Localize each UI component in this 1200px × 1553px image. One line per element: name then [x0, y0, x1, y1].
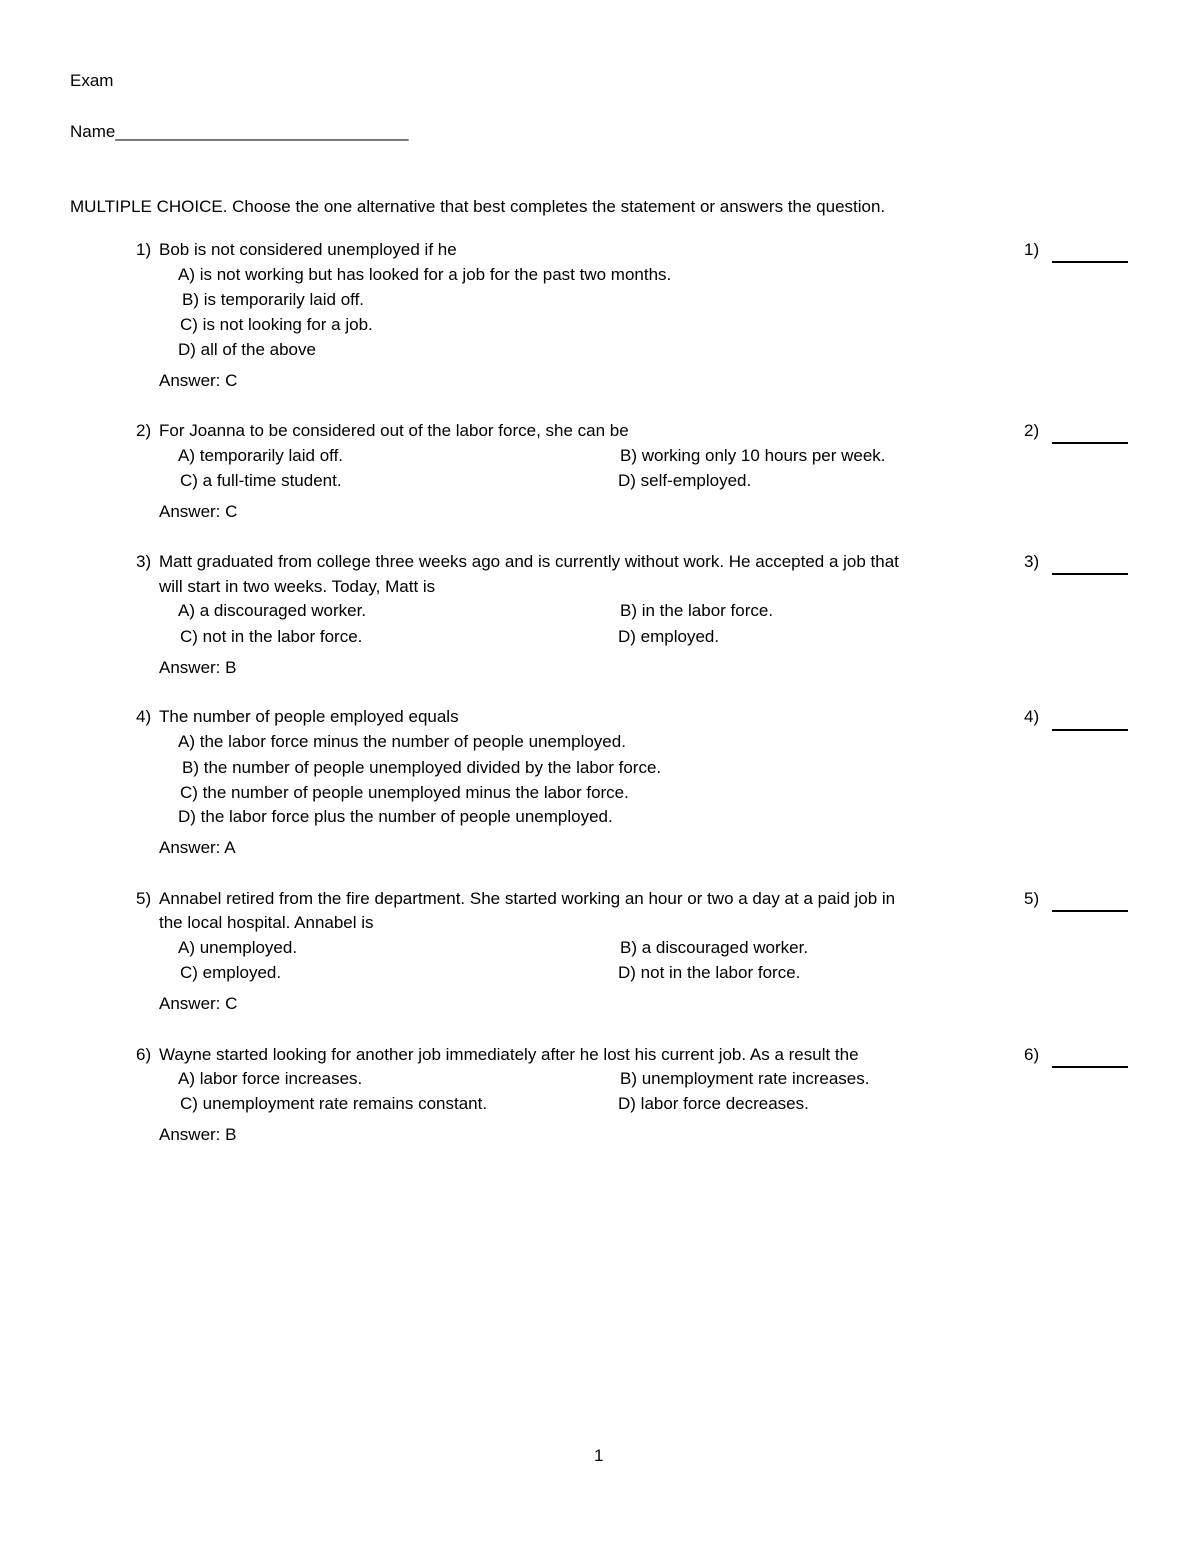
- option-b: B) in the labor force.: [620, 601, 774, 620]
- name-blank: _______________________________: [115, 122, 409, 141]
- question-number: 2): [136, 421, 152, 440]
- answer-key: Answer: C: [159, 502, 238, 521]
- option-d: D) all of the above: [178, 340, 316, 359]
- answer-number: 3): [1024, 552, 1040, 571]
- option-d: D) not in the labor force.: [618, 963, 801, 982]
- answer-key: Answer: C: [159, 371, 238, 390]
- answer-blank[interactable]: [1052, 261, 1128, 263]
- question-stem: Wayne started looking for another job immediately after he lost his current job. As a result the: [159, 1045, 859, 1064]
- question-number: 4): [136, 707, 152, 726]
- question-stem: Bob is not considered unemployed if he: [159, 240, 457, 259]
- option-c: C) not in the labor force.: [180, 627, 363, 646]
- option-a: A) unemployed.: [178, 938, 298, 957]
- option-d: D) labor force decreases.: [618, 1094, 809, 1113]
- answer-blank[interactable]: [1052, 442, 1128, 444]
- name-label: Name: [70, 122, 116, 141]
- question-stem-cont: the local hospital. Annabel is: [159, 913, 374, 932]
- option-b: B) working only 10 hours per week.: [620, 446, 886, 465]
- question-number: 6): [136, 1045, 152, 1064]
- option-b: B) the number of people unemployed divided by the labor force.: [182, 758, 662, 777]
- option-c: C) is not looking for a job.: [180, 315, 373, 334]
- option-b: B) is temporarily laid off.: [182, 290, 365, 309]
- answer-number: 1): [1024, 240, 1040, 259]
- answer-number: 4): [1024, 707, 1040, 726]
- question-stem-cont: will start in two weeks. Today, Matt is: [159, 577, 436, 596]
- option-c: C) employed.: [180, 963, 282, 982]
- option-b: B) unemployment rate increases.: [620, 1069, 870, 1088]
- option-c: C) unemployment rate remains constant.: [180, 1094, 488, 1113]
- question-number: 5): [136, 889, 152, 908]
- answer-number: 5): [1024, 889, 1040, 908]
- answer-number: 2): [1024, 421, 1040, 440]
- question-number: 1): [136, 240, 152, 259]
- answer-number: 6): [1024, 1045, 1040, 1064]
- question-stem: The number of people employed equals: [159, 707, 459, 726]
- question-number: 3): [136, 552, 152, 571]
- answer-key: Answer: C: [159, 994, 238, 1013]
- answer-key: Answer: B: [159, 1125, 237, 1144]
- answer-key: Answer: A: [159, 838, 236, 857]
- option-a: A) labor force increases.: [178, 1069, 363, 1088]
- option-d: D) self-employed.: [618, 471, 752, 490]
- answer-blank[interactable]: [1052, 910, 1128, 912]
- answer-key: Answer: B: [159, 658, 237, 677]
- instructions: MULTIPLE CHOICE. Choose the one alternative that best completes the statement or answers the question.: [70, 197, 886, 216]
- option-a: A) is not working but has looked for a job for the past two months.: [178, 265, 672, 284]
- option-a: A) the labor force minus the number of people unemployed.: [178, 732, 626, 751]
- option-c: C) the number of people unemployed minus the labor force.: [180, 783, 629, 802]
- option-d: D) the labor force plus the number of people unemployed.: [178, 807, 613, 826]
- option-a: A) temporarily laid off.: [178, 446, 344, 465]
- exam-title: Exam: [70, 71, 114, 90]
- question-stem: For Joanna to be considered out of the labor force, she can be: [159, 421, 629, 440]
- answer-blank[interactable]: [1052, 729, 1128, 731]
- name-field[interactable]: [70, 122, 408, 142]
- question-stem: Matt graduated from college three weeks ago and is currently without work. He accepted a job that: [159, 552, 899, 571]
- answer-blank[interactable]: [1052, 1066, 1128, 1068]
- option-c: C) a full-time student.: [180, 471, 342, 490]
- option-d: D) employed.: [618, 627, 720, 646]
- page-number: 1: [594, 1446, 604, 1465]
- option-a: A) a discouraged worker.: [178, 601, 367, 620]
- answer-blank[interactable]: [1052, 573, 1128, 575]
- question-stem: Annabel retired from the fire department. She started working an hour or two a day at a paid job in: [159, 889, 896, 908]
- option-b: B) a discouraged worker.: [620, 938, 809, 957]
